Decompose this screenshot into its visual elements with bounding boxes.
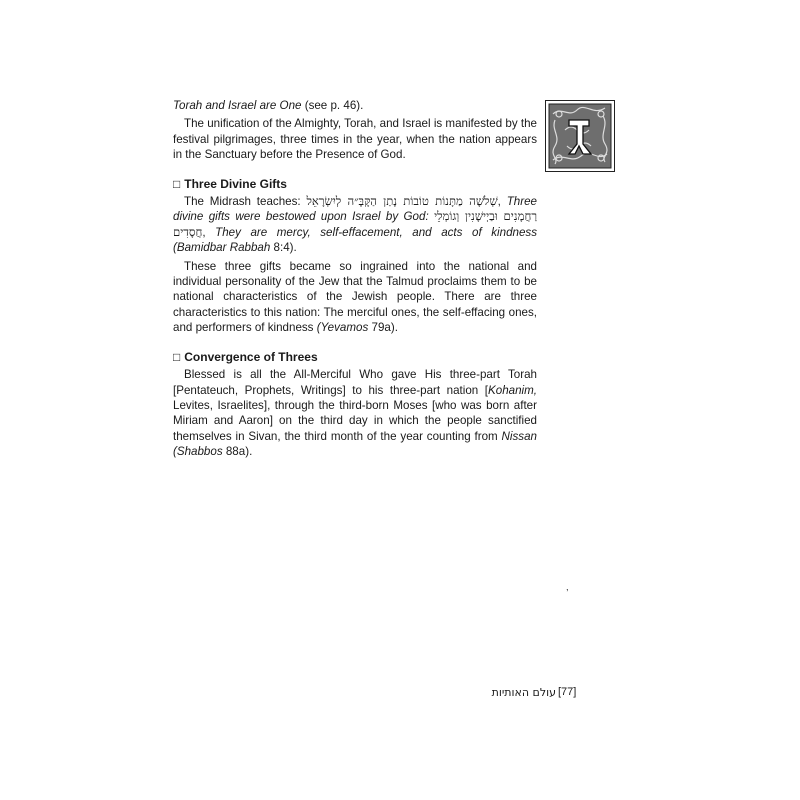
section-heading-three-divine-gifts: □ Three Divine Gifts bbox=[173, 176, 287, 191]
midrash-paragraph: The Midrash teaches: שְׁלֹשָׁה מַתָּנוֹת טוֹבוֹת נָתַן הַקָּבָּ״ה לְיִשְׂרָאֵל, Three divine gifts were bestowed upon Israel by God: רַחֲמָנִים וּבַיְישָׁנִין וְגוֹמְלֵי חֲסָדִים, They are mercy, self-effacement, and acts of kindness (Bamidbar Rabbah 8:4). bbox=[173, 194, 538, 255]
page-body bbox=[173, 98, 537, 460]
intro-paragraph-2: The unification of the Almighty, Torah, and Israel is manifested by the festival pilgrimages, three times in the year, when the nation appears in the Sanctuary before the Presence of God. bbox=[173, 117, 537, 162]
page-footer bbox=[0, 686, 800, 702]
page-number: [77] bbox=[558, 686, 577, 698]
running-title: עולם האותיות bbox=[491, 686, 556, 699]
checkbox-square-icon: □ bbox=[173, 349, 181, 364]
convergence-paragraph: Blessed is all the All-Merciful Who gave His three-part Torah [Pentateuch, Prophets, Writings] to his three-part nation [Kohanim, Levites, Israelites], through the third-born Moses [who was born after Miriam and Aaron] on the third day in which the people sanctified themselves in Sivan, the third month of the year counting from Nissan (Shabbos 88a). bbox=[173, 368, 537, 459]
decorative-initial-letter-icon bbox=[545, 100, 615, 172]
stray-mark: , bbox=[566, 582, 569, 592]
checkbox-square-icon: □ bbox=[173, 176, 181, 191]
section-heading-convergence-of-threes: □ Convergence of Threes bbox=[173, 349, 318, 364]
intro-paragraph: Torah and Israel are One (see p. 46). bbox=[173, 99, 364, 112]
talmud-paragraph: These three gifts became so ingrained into the national and individual personality of the Jew that the Talmud proclaims them to be national characteristics of the Jewish people. There are three characteristics to this nation: The merciful ones, the self-effacing ones, and performers of kindness (Yevamos 79a). bbox=[173, 259, 537, 335]
